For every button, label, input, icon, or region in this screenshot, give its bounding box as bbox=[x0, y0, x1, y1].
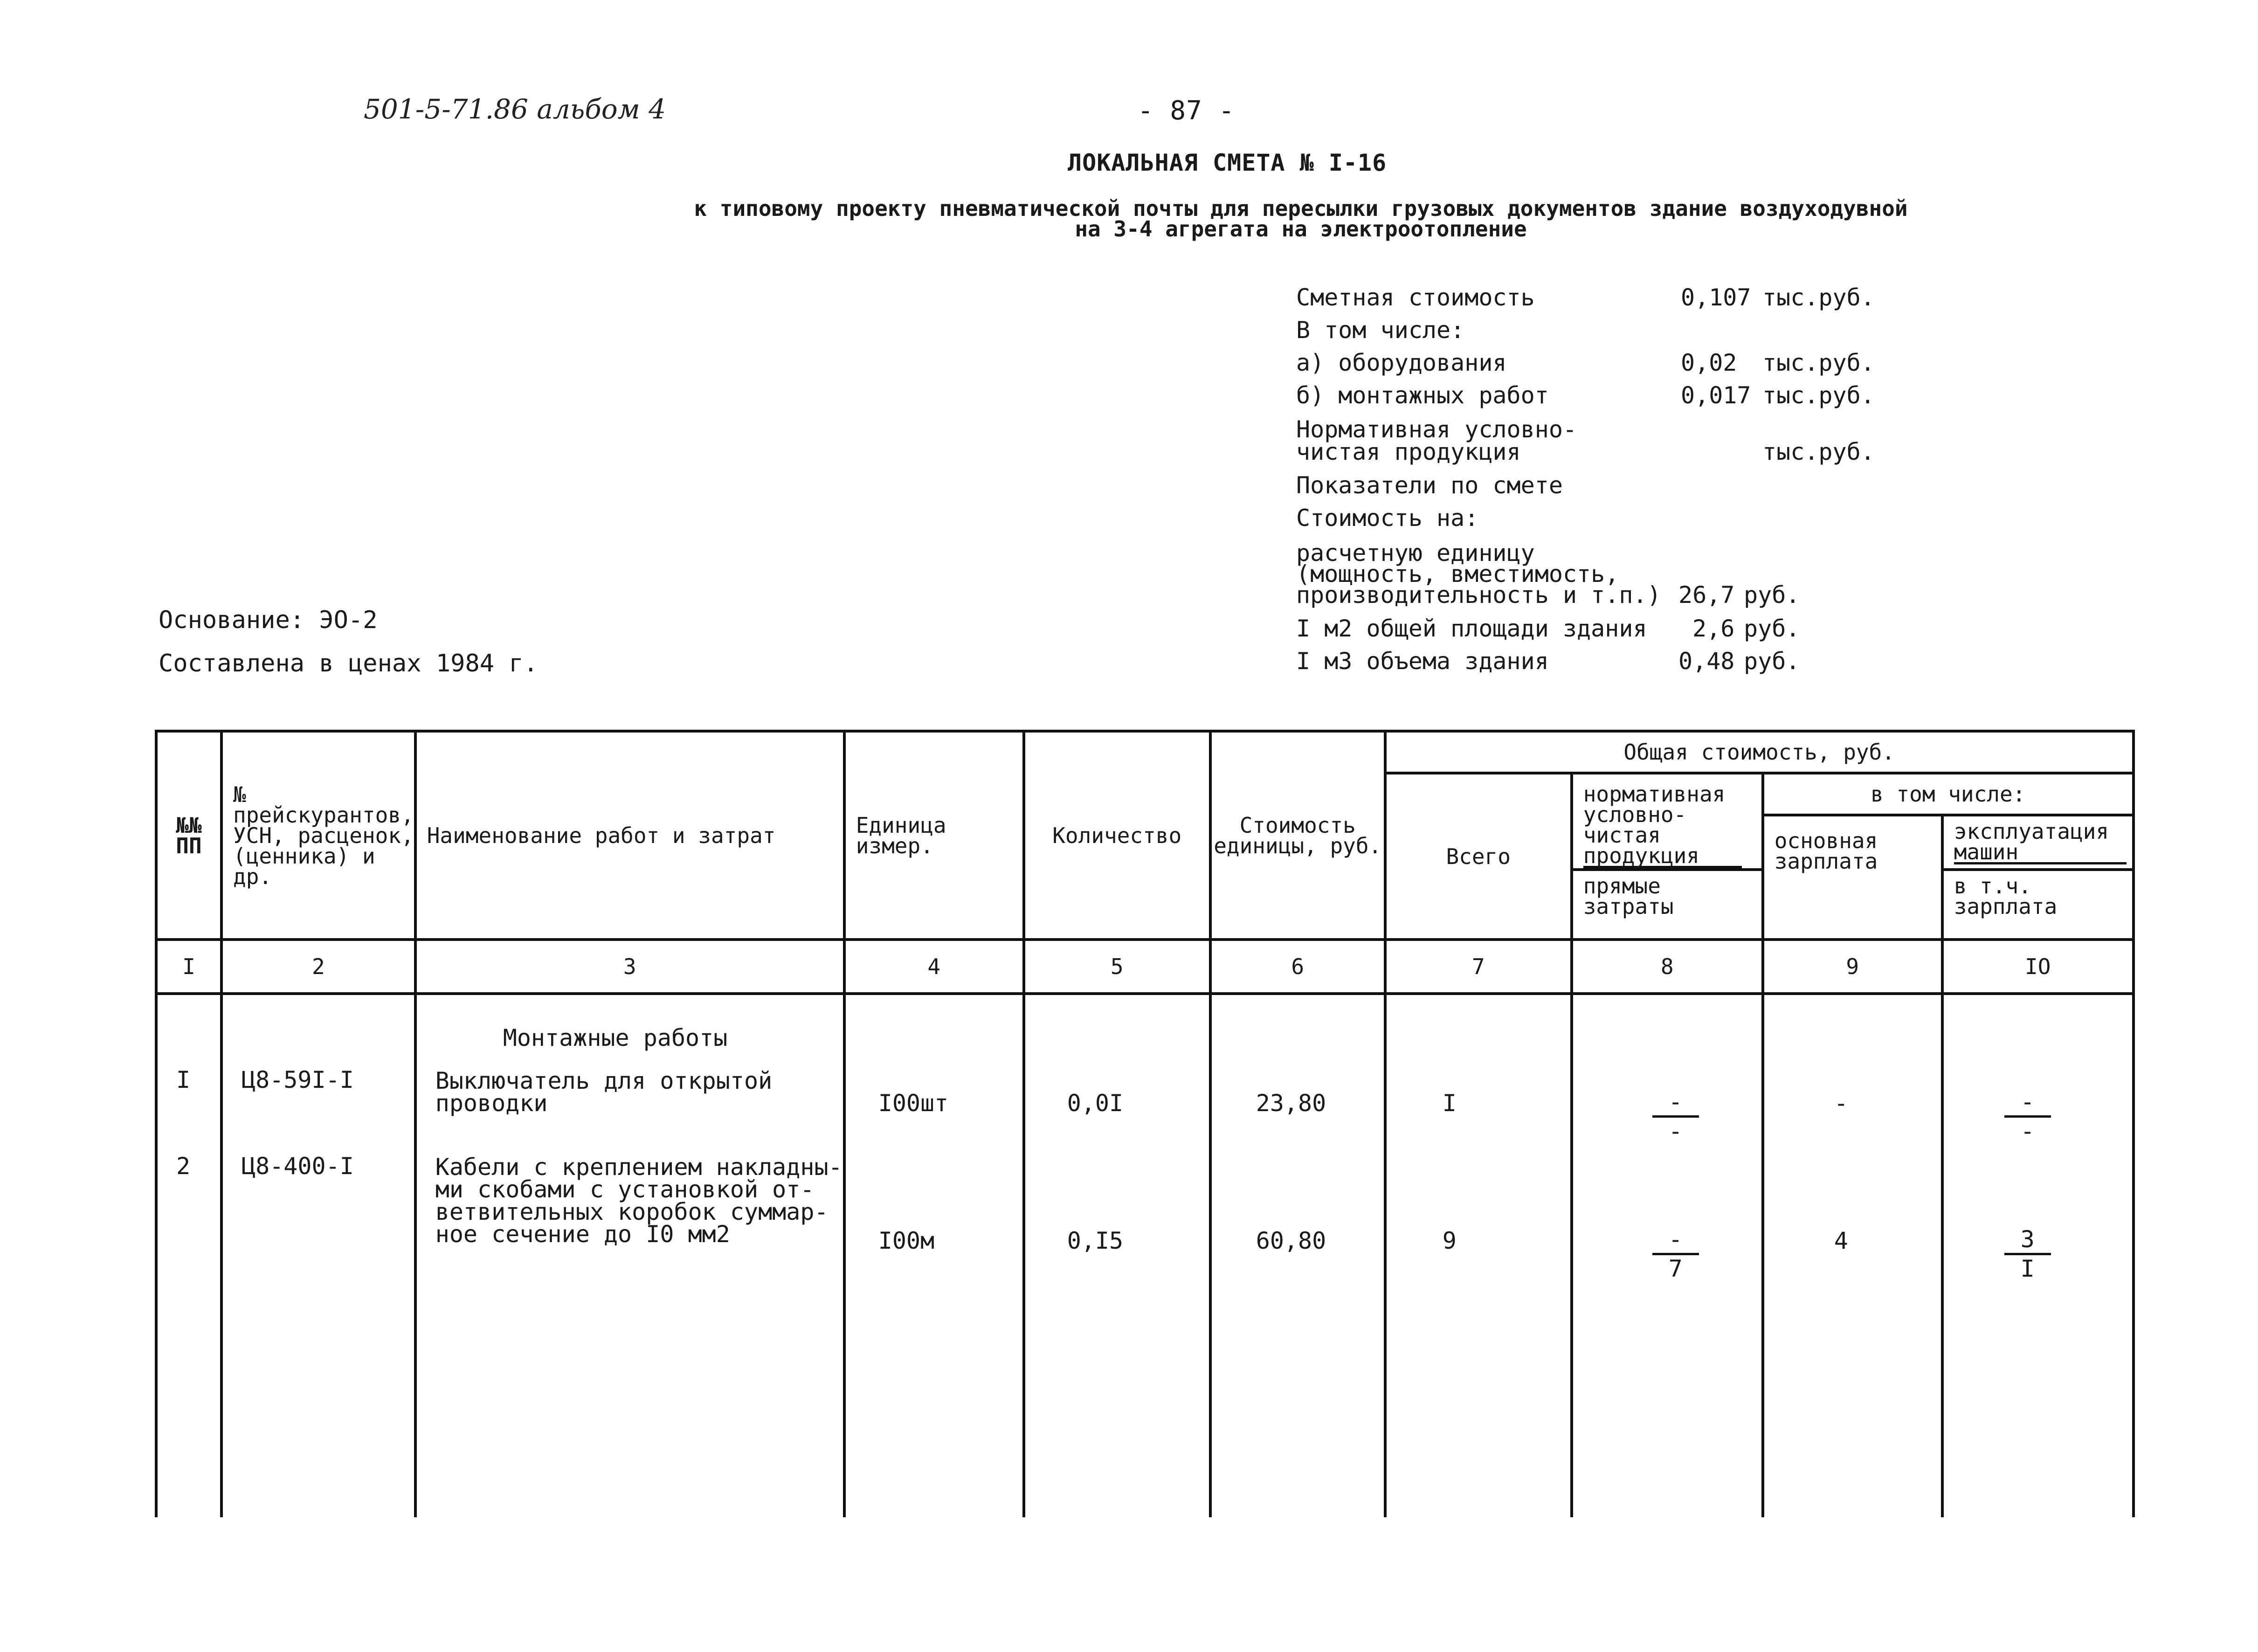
unit-value: 26,7 bbox=[1678, 581, 1735, 608]
body-row bbox=[156, 994, 2134, 1517]
row1-qty: 0,0I bbox=[1067, 1090, 1124, 1117]
row1-salary: - bbox=[1834, 1090, 1848, 1117]
install-value: 0,017 bbox=[1681, 382, 1751, 409]
m2-label: I м2 общей площади здания bbox=[1296, 615, 1647, 642]
row2-name-line1: Кабели с креплением накладны- bbox=[435, 1154, 842, 1181]
normative-unit: тыс.руб. bbox=[1762, 438, 1875, 465]
row2-name-line3: ветвительных коробок суммар- bbox=[435, 1198, 829, 1225]
section-title: Монтажные работы bbox=[503, 1024, 728, 1051]
header-col-npp: №№ ПП bbox=[156, 731, 221, 940]
row2-qty: 0,I5 bbox=[1067, 1227, 1124, 1254]
row2-number: 2 bbox=[176, 1153, 191, 1180]
header-col-salary: основная зарплата bbox=[1763, 815, 1942, 940]
header-col-ncp-top: нормативная условно-чистая продукция bbox=[1583, 784, 1742, 868]
m3-value: 0,48 bbox=[1678, 648, 1735, 675]
header-total-group: Общая стоимость, руб. bbox=[1385, 731, 2134, 773]
install-unit: тыс.руб. bbox=[1762, 382, 1875, 409]
row1-machines bbox=[2004, 1088, 2051, 1145]
row2-ncp bbox=[1652, 1226, 1699, 1282]
row2-machines bbox=[2004, 1226, 2051, 1282]
row2-ncp-top: - bbox=[1668, 1226, 1683, 1253]
estimate-table bbox=[155, 730, 2135, 1517]
header-col-qty: Количество bbox=[1024, 731, 1210, 940]
basis-text: Основание: ЭО-2 bbox=[159, 606, 378, 634]
header-col-machines-salary: в т.ч. зарплата bbox=[1942, 870, 2134, 940]
body-col-salary bbox=[1763, 994, 1942, 1517]
colnum-3: 3 bbox=[415, 940, 844, 994]
body-col-machines bbox=[1942, 994, 2134, 1517]
header-col-machines bbox=[1942, 815, 2134, 870]
row2-machines-top: 3 bbox=[2020, 1226, 2035, 1253]
row1-ncp-top: - bbox=[1668, 1088, 1683, 1115]
row2-code: Ц8-400-I bbox=[242, 1153, 354, 1180]
row2-ncp-bottom: 7 bbox=[1652, 1253, 1699, 1282]
cost-unit: тыс.руб. bbox=[1762, 284, 1875, 311]
row1-name-line1: Выключатель для открытой bbox=[435, 1067, 773, 1094]
equipment-value: 0,02 bbox=[1681, 349, 1737, 376]
normative-label-2: чистая продукция bbox=[1296, 438, 1521, 465]
install-label: б) монтажных работ bbox=[1296, 382, 1549, 409]
row1-machines-bottom: - bbox=[2004, 1115, 2051, 1145]
cost-per-label: Стоимость на: bbox=[1296, 505, 1479, 532]
row1-total: I bbox=[1442, 1090, 1457, 1117]
header-col-code: № прейскурантов, УСН, расценок, (ценника) и др. bbox=[221, 731, 415, 940]
colnum-10: IO bbox=[1942, 940, 2134, 994]
equipment-unit: тыс.руб. bbox=[1762, 349, 1875, 376]
body-col-code bbox=[221, 994, 415, 1517]
unit-label-2: (мощность, вместимость, bbox=[1296, 560, 1619, 588]
colnum-9: 9 bbox=[1763, 940, 1942, 994]
m3-unit: руб. bbox=[1744, 648, 1800, 675]
row2-name-line2: ми скобами с установкой от- bbox=[435, 1176, 815, 1203]
row1-ncp bbox=[1652, 1088, 1699, 1145]
subtitle-line-2: на 3-4 агрегата на электроотопление bbox=[1075, 216, 1527, 242]
colnum-8: 8 bbox=[1572, 940, 1763, 994]
prices-text: Составлена в ценах 1984 г. bbox=[159, 650, 538, 677]
subtitle-line-1: к типовому проекту пневматической почты для пересылки грузовых документов здание воздуходувной bbox=[694, 196, 1908, 221]
header-col-unit: Единица измер. bbox=[844, 731, 1024, 940]
indicators-label: Показатели по смете bbox=[1296, 472, 1563, 499]
cost-label: Сметная стоимость bbox=[1296, 284, 1535, 311]
m2-unit: руб. bbox=[1744, 615, 1800, 642]
row1-ncp-bottom: - bbox=[1652, 1115, 1699, 1145]
header-col-machines-top: эксплуатация машин bbox=[1954, 821, 2127, 864]
body-col-npp bbox=[156, 994, 221, 1517]
colnum-1: I bbox=[156, 940, 221, 994]
including-label: В том числе: bbox=[1296, 317, 1465, 344]
header-incl-group: в том числе: bbox=[1763, 773, 2134, 815]
colnum-5: 5 bbox=[1024, 940, 1210, 994]
row2-price: 60,80 bbox=[1256, 1227, 1326, 1254]
header-col-direct-costs: прямые затраты bbox=[1572, 870, 1763, 940]
cost-summary bbox=[1296, 0, 1902, 699]
unit-label-1: расчетную единицу bbox=[1296, 539, 1535, 567]
row2-name-line4: ное сечение до I0 мм2 bbox=[435, 1221, 730, 1248]
m3-label: I м3 объема здания bbox=[1296, 648, 1549, 675]
page-number: - 87 - bbox=[1138, 96, 1235, 126]
row1-name-line2: проводки bbox=[435, 1090, 548, 1117]
colnum-6: 6 bbox=[1210, 940, 1385, 994]
body-col-name bbox=[415, 994, 844, 1517]
cost-value: 0,107 bbox=[1681, 284, 1751, 311]
unit-label-3: производительность и т.п.) bbox=[1296, 581, 1661, 608]
album-reference: 501-5-71.86 альбом 4 bbox=[364, 93, 666, 125]
colnum-7: 7 bbox=[1385, 940, 1572, 994]
header-col-price: Стоимость единицы, руб. bbox=[1210, 731, 1385, 940]
header-col-name: Наименование работ и затрат bbox=[415, 731, 844, 940]
row2-unit: I00м bbox=[878, 1227, 935, 1254]
colnum-4: 4 bbox=[844, 940, 1024, 994]
body-col-ncp bbox=[1572, 994, 1763, 1517]
row2-salary: 4 bbox=[1834, 1227, 1848, 1254]
row2-machines-bottom: I bbox=[2004, 1253, 2051, 1282]
row1-unit: I00шт bbox=[878, 1090, 949, 1117]
header-col-total: Всего bbox=[1385, 773, 1572, 940]
m2-value: 2,6 bbox=[1692, 615, 1735, 642]
body-col-price bbox=[1210, 994, 1385, 1517]
row1-machines-top: - bbox=[2020, 1088, 2035, 1115]
row2-name bbox=[435, 1154, 842, 1248]
column-number-row bbox=[156, 940, 2134, 994]
header-col-ncp bbox=[1572, 773, 1763, 870]
row1-price: 23,80 bbox=[1256, 1090, 1326, 1117]
colnum-2: 2 bbox=[221, 940, 415, 994]
normative-label-1: Нормативная условно- bbox=[1296, 416, 1577, 443]
body-col-total bbox=[1385, 994, 1572, 1517]
row2-total: 9 bbox=[1442, 1227, 1457, 1254]
document-title: ЛОКАЛЬНАЯ СМЕТА № I-16 bbox=[1068, 149, 1387, 176]
row1-code: Ц8-59I-I bbox=[242, 1066, 354, 1093]
unit-unit: руб. bbox=[1744, 581, 1800, 608]
row1-name bbox=[435, 1067, 773, 1117]
equipment-label: а) оборудования bbox=[1296, 349, 1507, 376]
body-col-unit bbox=[844, 994, 1024, 1517]
row1-number: I bbox=[176, 1066, 191, 1093]
body-col-qty bbox=[1024, 994, 1210, 1517]
